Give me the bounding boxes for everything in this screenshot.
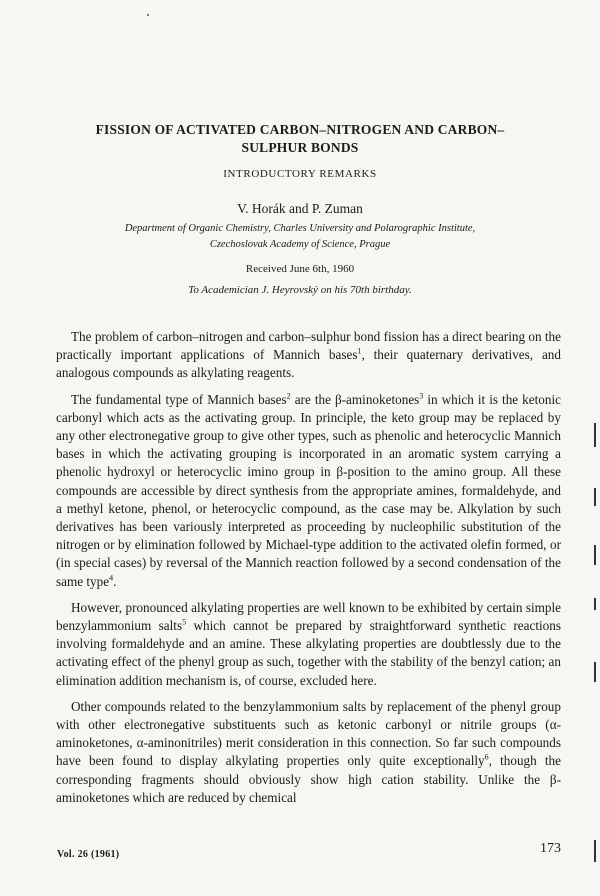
- subtitle: INTRODUCTORY REMARKS: [223, 168, 377, 180]
- margin-mark: [594, 423, 596, 447]
- affiliation: [40, 221, 560, 253]
- footnote-ref: 3: [419, 391, 424, 401]
- footnote-ref: 6: [484, 753, 489, 763]
- page-number: 173: [540, 841, 561, 856]
- paragraph: The fundamental type of Mannich bases$^2$ are the β-aminoketones$^3$ in which it is the ketonic carbonyl which acts as the activating group. In principle, the keto group may be replaced by any other electronegative group to give other types, such as phenolic and heterocyclic Mannich bases in which the activating grouping is incorporated in an aromatic system carrying a phenolic hydroxyl or heterocyclic imino group in β-position to the amino group. All these compounds are accessible by direct synthesis from the appropriate amines, formaldehyde, and a methyl ketone, phenol, or heterocyclic compound, as the case may be. Alkylation by such derivatives has been variously interpreted as proceeding by nucleophilic substitution of the nitrogen or by elimination followed by Michael-type addition to the activated olefin formed, or (in special cases) by reversal of the Mannich reaction followed by a second condensation of the same type$^4$.: [56, 391, 561, 589]
- paragraph: Other compounds related to the benzylammonium salts by replacement of the phenyl group with other electronegative substituents such as ketonic carbonyl or nitrile groups (α-aminoketones, α-aminonitriles) merit consideration in this connection. So far such compounds have been found to display alkylating properties only quite exceptionally$^6$, though the corresponding fragments should obviously show high cation stability. Unlike the β-aminoketones which are reduced by chemical: [56, 698, 561, 805]
- footnote-ref: 4: [109, 573, 114, 583]
- paragraph: The problem of carbon–nitrogen and carbon–sulphur bond fission has a direct bearing on the practically important applications of Mannich bases$^1$, their quaternary derivatives, and analogous compounds as alkylating reagents.: [56, 329, 561, 381]
- footnote-ref: 2: [286, 391, 291, 401]
- margin-mark: [594, 840, 596, 862]
- article-body: [56, 328, 561, 815]
- title-line-1: FISSION OF ACTIVATED CARBON–NITROGEN AND CARBON–: [95, 122, 505, 137]
- margin-mark: [594, 488, 596, 506]
- article-title: [40, 121, 560, 157]
- authors: V. Horák and P. Zuman: [237, 201, 363, 216]
- dedication: To Academician J. Heyrovský on his 70th birthday.: [188, 284, 412, 296]
- footnote-ref: 1: [357, 346, 362, 356]
- paragraph: However, pronounced alkylating properties are well known to be exhibited by certain simple benzylammonium salts$^5$ which cannot be prepared by straightforward synthetic reactions involving formaldehyde and an amine. These alkylating properties are doubtlessly due to the activating effect of the phenyl group as such, together with the stability of the benzyl cation; an elimination addition mechanism is, of course, excluded here.: [56, 599, 561, 688]
- journal-volume: Vol. 26 (1961): [57, 849, 120, 860]
- title-line-2: SULPHUR BONDS: [241, 140, 359, 155]
- footnote-ref: 5: [182, 617, 187, 627]
- stray-dot: [147, 14, 149, 16]
- margin-mark: [594, 598, 596, 610]
- affiliation-line-2: Czechoslovak Academy of Science, Prague: [209, 239, 391, 250]
- received-date: Received June 6th, 1960: [245, 263, 355, 275]
- margin-mark: [594, 545, 596, 565]
- margin-mark: [594, 662, 596, 682]
- affiliation-line-1: Department of Organic Chemistry, Charles University and Polarographic Institute,: [124, 223, 476, 234]
